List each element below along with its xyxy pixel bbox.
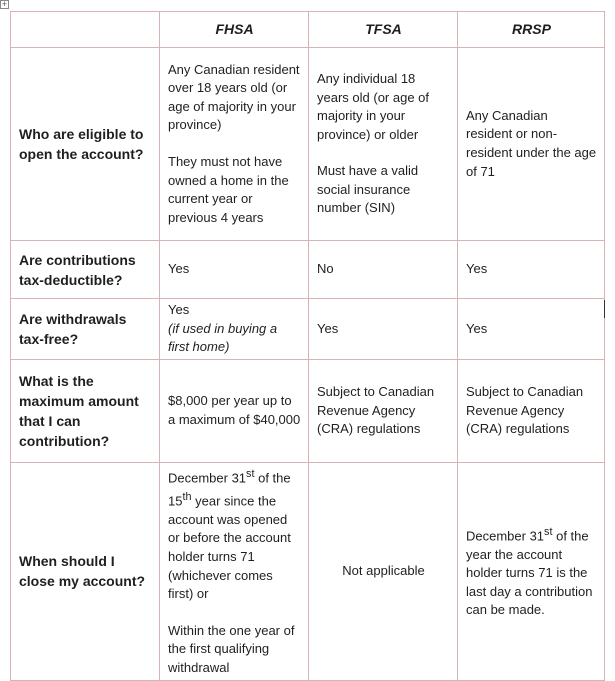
rrsp-close-cell: December 31st of the year the account holder turns 71 is the last day a contribution can be made. <box>458 463 605 681</box>
table-row <box>11 299 605 360</box>
question-tax-deductible: Are contributions tax-deductible? <box>11 241 160 299</box>
fhsa-close-cell <box>160 463 309 681</box>
fhsa-eligibility-residency: Any Canadian resident over 18 years old (or age of majority in your province) <box>168 61 300 133</box>
question-eligibility: Who are eligible to open the account? <box>11 48 160 241</box>
tfsa-deductible-cell: No <box>309 241 458 299</box>
question-close-account: When should I close my account? <box>11 463 160 681</box>
table-row <box>11 360 605 463</box>
table-header-row <box>11 12 605 48</box>
text-cursor <box>604 300 605 318</box>
fhsa-close-deadline: December 31st of the 15th year since the account was opened or before the account holder turns 71 (whichever comes first) or <box>168 468 291 602</box>
table-row <box>11 241 605 299</box>
table-row <box>11 48 605 241</box>
tfsa-eligibility-sin: Must have a valid social insurance number (SIN) <box>317 163 419 216</box>
fhsa-withdrawal-yes: Yes <box>168 302 190 318</box>
tfsa-eligibility-cell <box>309 48 458 241</box>
account-comparison-table <box>10 11 605 681</box>
tfsa-close-cell: Not applicable <box>309 463 458 681</box>
fhsa-close-withdrawal: Within the one year of the first qualifying withdrawal <box>168 622 295 675</box>
fhsa-eligibility-home: They must not have owned a home in the current year or previous 4 years <box>168 154 289 225</box>
question-tax-free-withdrawal: Are withdrawals tax-free? <box>11 299 160 360</box>
tfsa-withdrawal-cell: Yes <box>309 299 458 360</box>
rrsp-deductible-cell: Yes <box>458 241 605 299</box>
header-tfsa: TFSA <box>309 12 458 48</box>
tfsa-maximum-cell: Subject to Canadian Revenue Agency (CRA) regulations <box>309 360 458 463</box>
header-fhsa: FHSA <box>160 12 309 48</box>
header-corner-cell <box>11 12 160 48</box>
rrsp-withdrawal-cell: Yes <box>458 299 605 360</box>
header-rrsp: RRSP <box>458 12 605 48</box>
rrsp-maximum-cell: Subject to Canadian Revenue Agency (CRA) regulations <box>458 360 605 463</box>
fhsa-maximum-cell: $8,000 per year up to a maximum of $40,000 <box>160 360 309 463</box>
fhsa-eligibility-cell <box>160 48 309 241</box>
question-maximum-amount: What is the maximum amount that I can contribution? <box>11 360 160 463</box>
fhsa-withdrawal-note: (if used in buying a first home) <box>168 320 278 355</box>
fhsa-withdrawal-cell <box>160 299 309 360</box>
table-row <box>11 463 605 681</box>
tfsa-eligibility-age: Any individual 18 years old (or age of majority in your province) or older <box>317 70 430 142</box>
table-move-handle[interactable]: + <box>1 0 8 9</box>
fhsa-deductible-cell: Yes <box>160 241 309 299</box>
rrsp-eligibility-cell: Any Canadian resident or non-resident under the age of 71 <box>458 48 605 241</box>
